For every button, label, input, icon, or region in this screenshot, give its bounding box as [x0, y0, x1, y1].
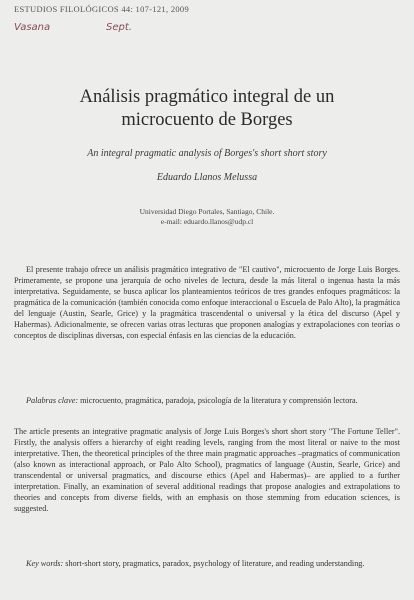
abstract-english: The article presents an integrative pragmatic analysis of Jorge Luis Borges's short short story "The Fortune Teller". Firstly, the analysis offers a hierarchy of eight reading levels, ranging from the most literal or naive to the most interpretative. Then, the theoretical principles of the three main pragmatic approaches –pragmatics of communication (also known as interactional approach, or Palo Alto School), pragmatics of language (Austin, Searle, Grice) and transcendental or universal pragmatics, and discourse ethics (Apel and Habermas)– are applied to a further interpretation. Finally, an examination of several additional readings that propose analogies and extrapolations to theories and concepts from diverse fields, with an emphasis on those stemming from education sciences, is suggested. — [14, 427, 400, 514]
article-title: Análisis pragmático integral de un microcuento de Borges — [79, 87, 335, 130]
keywords-english-label: Key words: — [26, 559, 64, 569]
abstract-spanish: El presente trabajo ofrece un análisis pragmático integrativo de "El cautivo", microcuento de Jorge Luis Borges. Primeramente, se propone una jerarquía de ocho niveles de lectura, desde la más literal o ingenua hasta la más interpretativa. Seguidamente, se busca aplicar los planteamientos teóricos de tres grandes enfoques pragmáticos: la pragmática de la comunicación (también conocida como enfoque interaccional o Escuela de Palo Alto), la pragmática del lenguaje (Austin, Searle, Grice) y la pragmática trascendental o universal y la ética del discurso (Apel y Habermas). Adicionalmente, se ofrecen varias otras lecturas que proponen analogías y extrapolaciones con teorías o conceptos de disciplinas diversas, con especial énfasis en las ciencias de la educación. — [14, 265, 400, 341]
keywords-english — [14, 558, 400, 569]
author-affiliation — [40, 207, 374, 227]
affiliation-email: e-mail: eduardo.llanos@udp.cl — [160, 217, 254, 226]
keywords-english-text: short-short story, pragmatics, paradox, psychology of literature, and reading understanding. — [65, 559, 365, 569]
keywords-spanish-text: microcuento, pragmática, paradoja, psicología de la literatura y comprensión lectora. — [80, 396, 358, 406]
handwritten-note-right: Sept. — [106, 22, 132, 33]
journal-header: ESTUDIOS FILOLÓGICOS 44: 107-121, 2009 — [14, 4, 190, 14]
affiliation-institution: Universidad Diego Portales, Santiago, Chile. — [139, 207, 275, 216]
article-subtitle: An integral pragmatic analysis of Borges's short short story — [87, 148, 327, 159]
author-name: Eduardo Llanos Melussa — [156, 172, 258, 183]
handwritten-note-left: Vasana — [14, 22, 51, 33]
keywords-spanish — [14, 395, 400, 406]
keywords-spanish-label: Palabras clave: — [26, 396, 79, 406]
